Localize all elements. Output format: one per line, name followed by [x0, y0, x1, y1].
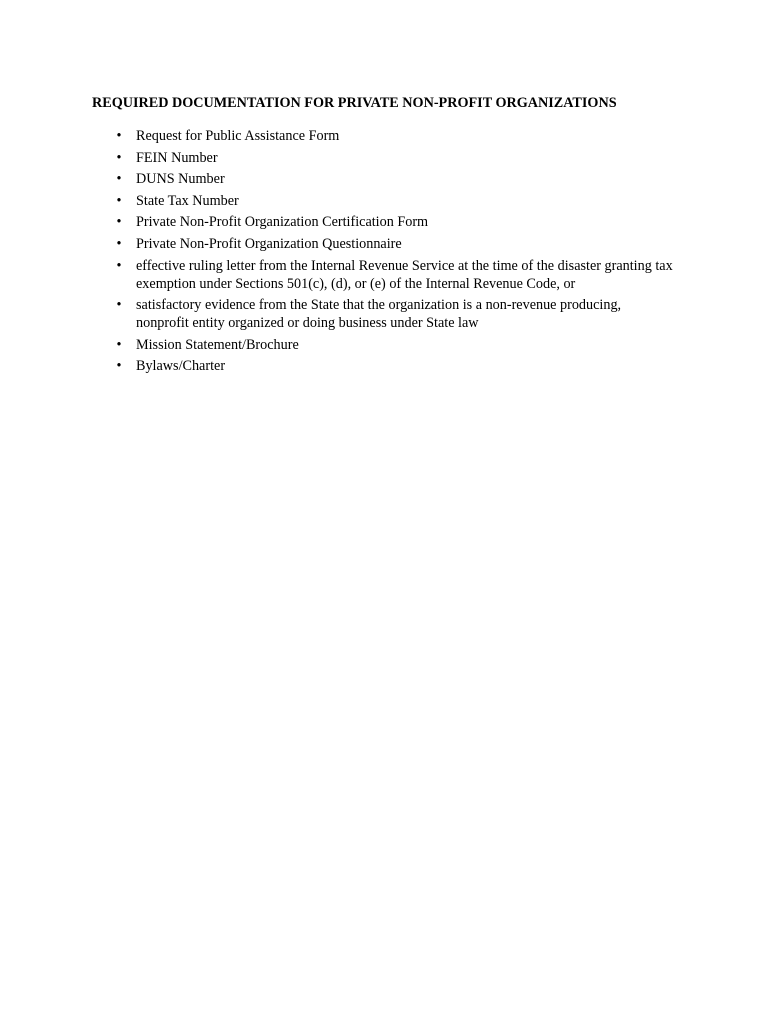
list-item-text: satisfactory evidence from the State that the organization is a non-revenue producing, nonprofit entity organized or doing business under State law — [136, 297, 622, 332]
list-item — [0, 170, 700, 188]
bullet-icon: • — [116, 171, 122, 188]
list-item-text: Private Non-Profit Organization Certification Form — [136, 214, 429, 231]
list-item-text: State Tax Number — [136, 192, 239, 209]
bullet-icon: • — [116, 358, 122, 375]
list-item — [0, 336, 700, 354]
required-documents-list — [0, 127, 700, 379]
bullet-icon: • — [116, 297, 122, 314]
bullet-icon: • — [116, 128, 122, 144]
list-item — [0, 235, 700, 253]
list-item — [0, 213, 700, 231]
bullet-icon: • — [116, 257, 122, 274]
bullet-icon: • — [116, 235, 122, 252]
list-item — [0, 192, 700, 210]
list-item-text: DUNS Number — [136, 171, 225, 188]
list-item-text: Bylaws/Charter — [136, 358, 226, 375]
list-item-text: effective ruling letter from the Internal Revenue Service at the time of the disaster granting tax exemption under Sections 501(c), (d), or (e) of the Internal Revenue Code, or — [136, 257, 673, 292]
bullet-icon: • — [116, 192, 122, 209]
document-title: REQUIRED DOCUMENTATION FOR PRIVATE NON-PROFIT ORGANIZATIONS — [92, 95, 617, 111]
list-item-text: FEIN Number — [136, 149, 218, 166]
list-item-text: Private Non-Profit Organization Questionnaire — [136, 235, 402, 252]
list-item — [0, 149, 700, 167]
list-item — [0, 257, 700, 293]
bullet-icon: • — [116, 149, 122, 166]
list-item — [0, 357, 700, 375]
list-item — [0, 296, 700, 332]
bullet-icon: • — [116, 336, 122, 353]
list-item-text: Mission Statement/Brochure — [136, 336, 299, 353]
list-item — [0, 127, 700, 145]
bullet-icon: • — [116, 214, 122, 231]
list-item-text: Request for Public Assistance Form — [136, 128, 340, 144]
